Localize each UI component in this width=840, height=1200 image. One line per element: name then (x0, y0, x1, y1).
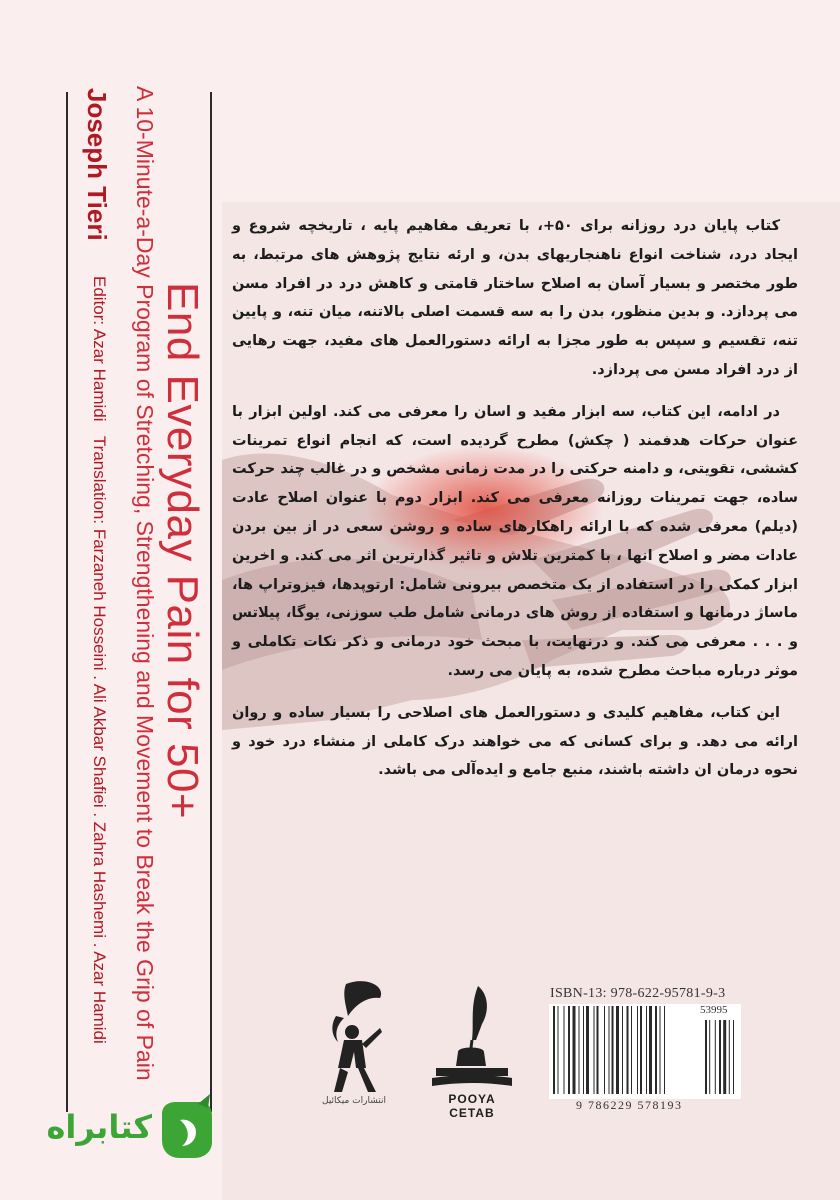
publisher-quill-logo (316, 976, 390, 1106)
description-paragraph: در ادامه، این کتاب، سه ابزار مفید و اسان را معرفی می کند. اولین ابزار با عنوان حرکات هدفمند ( چکش) مطرح گردیده است، که انجام انواع تمرینات کششی، تقویتی، و دامنه حرکتی را در مدت زمانی مشخص و در غالب چند حرکت ساده، جهت تمرینات روزانه معرفی می کند. ابزار دوم با عنوان اصلاح عادت (دیلم) معرفی شده که با ارائه راهکارهای ساده و روشن سعی در از بین بردن عادات مضر و اصلاح انها ، با کمترین تلاش و تاثیر گذارترین اثر می کند. و اخرین ابزار کمکی را در استفاده از یک متخصص بیرونی شامل: ارتوپدها، فیزوتراپ ها، ماساژ درمانها و استفاده از روش های درمانی شامل طب سوزنی، یوگا، پیلاتس و . . . معرفی می کند. و درنهایت، با مبحث خود درمانی و ذکر نکات تکاملی و موثر درباره مباحث مطرح شده، به پایان می رسد. (232, 403, 798, 679)
spine-right-rule (210, 92, 212, 1112)
barcode-number: 9 786229 578193 (576, 1098, 683, 1112)
isbn-barcode (549, 1004, 741, 1099)
publisher-logo-label: انتشارات میکائیل (322, 1096, 386, 1106)
ketabrah-watermark-text: کتابراه (46, 1108, 152, 1146)
pooya-cetab-logo (428, 980, 516, 1100)
book-author: Joseph Tieri (82, 88, 112, 241)
pooya-logo-label: POOYA CETAB (448, 1092, 496, 1120)
editor-credit: Editor: Azar Hamidi (90, 276, 109, 422)
isbn-label: ISBN-13: 978-622-95781-9-3 (550, 986, 726, 1001)
book-title: End Everyday Pain for 50+ (158, 282, 207, 820)
book-spine (0, 0, 220, 1200)
description-paragraph: این کتاب، مفاهیم کلیدی و دستورالعمل های اصلاحی را بسیار ساده و روان ارائه می دهد. و برای کسانی که می خواهند درک کاملی از منشاء درد خود و نحوه درمان ان داشته باشند، منبع جامع و ایده‌آلی می باشد. (232, 704, 798, 779)
barcode-addon-number: 53995 (700, 1004, 728, 1016)
translation-credit: Translation: Farzaneh Hosseini . Ali Akbar Shafiei . Zahra Hashemi . Azar Hamidi (90, 435, 109, 1044)
back-cover-description (232, 212, 798, 798)
description-paragraph: کتاب پایان درد روزانه برای ۵۰+، با تعریف مفاهیم پایه ، تاریخچه شروع و ایجاد درد، شناخت انواع ناهنجاریهای بدن، و ارئه نتایج پژوهش های مرتبط، به طور مختصر و بسیار آسان به اصلاح ساختار قامتی و کاهش درد در افراد مسن می پردازد. و بدین منظور، بدن را به سه قسمت اصلی بالاتنه، میان تنه، و پایین تنه، تقسیم و سپس به طور مجزا به ارائه دستورالعمل های مفید، جهت رهایی از درد افراد مسن می پردازد. (232, 218, 798, 378)
book-credits (89, 276, 109, 1054)
book-subtitle: A 10-Minute-a-Day Program of Stretching, Strengthening and Movement to Break the Grip of Pain (132, 86, 158, 1081)
spine-left-rule (66, 92, 68, 1112)
